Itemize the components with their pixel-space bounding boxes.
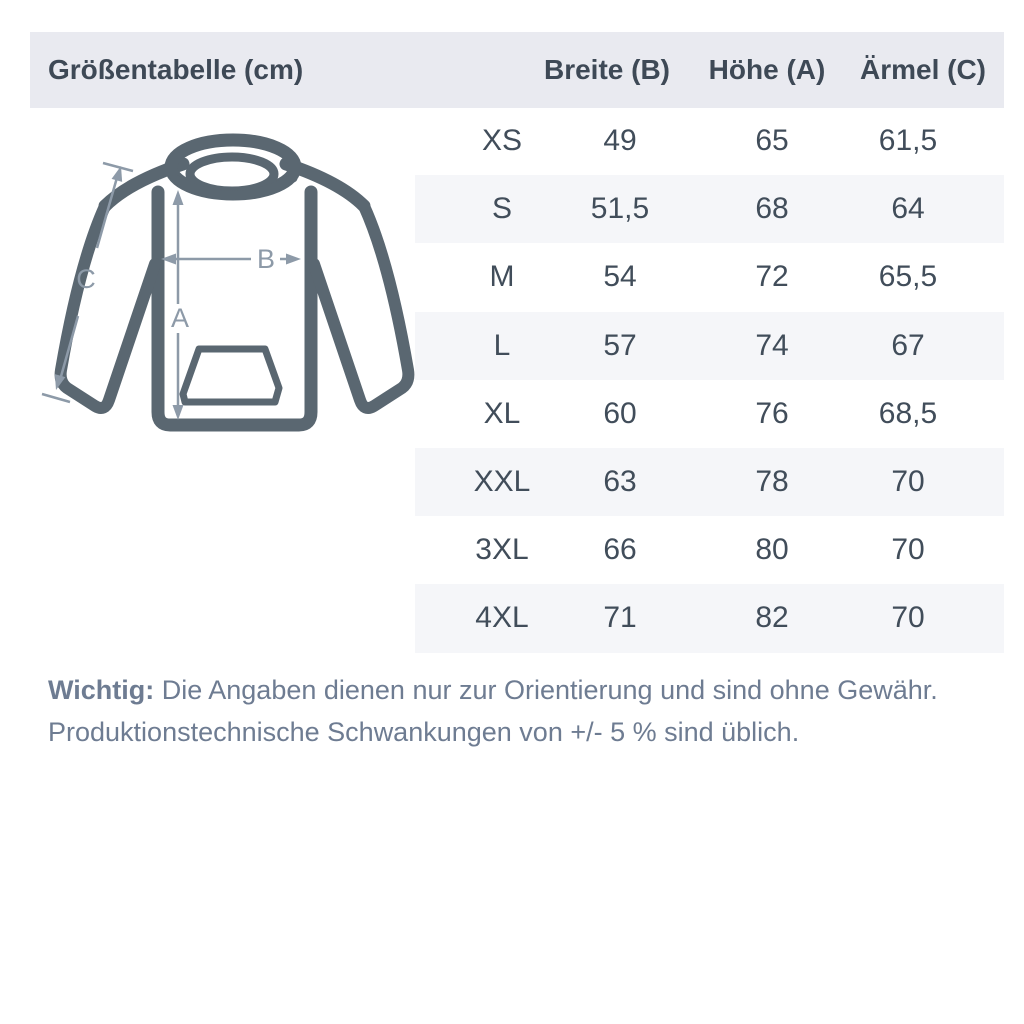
size-cell: S xyxy=(491,192,513,226)
label-a: A xyxy=(170,303,190,333)
column-header-hoehe: Höhe (A) xyxy=(708,54,826,85)
table-row xyxy=(415,312,1004,380)
hoodie-measurement-diagram xyxy=(33,122,418,462)
table-row xyxy=(415,380,1004,448)
breite-cell: 71 xyxy=(603,601,637,635)
breite-cell: 60 xyxy=(603,396,637,430)
breite-cell: 54 xyxy=(603,260,637,294)
breite-cell: 63 xyxy=(603,465,637,499)
size-table xyxy=(415,107,1004,653)
dimension-arrows xyxy=(42,163,301,420)
table-header xyxy=(30,32,1004,108)
hoodie-outline-icon xyxy=(61,140,409,425)
disclaimer-line-2: Produktionstechnische Schwankungen von +/- 5 % sind üblich. xyxy=(48,717,800,747)
hood-inner-ring xyxy=(190,157,274,191)
size-cell: L xyxy=(493,328,511,362)
page-title: Größentabelle (cm) xyxy=(48,54,304,85)
aermel-cell: 64 xyxy=(891,192,925,226)
table-row xyxy=(415,584,1004,652)
aermel-cell: 70 xyxy=(891,601,925,635)
size-cell: 3XL xyxy=(475,533,529,567)
table-row xyxy=(415,107,1004,175)
breite-cell: 51,5 xyxy=(590,192,650,226)
arrow-b xyxy=(161,254,301,265)
breite-cell: 57 xyxy=(603,328,637,362)
disclaimer-line-1 xyxy=(48,669,978,711)
aermel-cell: 67 xyxy=(891,328,925,362)
aermel-cell: 70 xyxy=(891,465,925,499)
hoodie-left-sleeve xyxy=(61,206,155,408)
hoehe-cell: 82 xyxy=(755,601,789,635)
disclaimer xyxy=(48,669,978,753)
table-row xyxy=(415,516,1004,584)
hoehe-cell: 68 xyxy=(755,192,789,226)
hoodie-pocket xyxy=(183,349,279,402)
hoehe-cell: 65 xyxy=(755,124,789,158)
label-b: B xyxy=(256,244,276,274)
hoehe-cell: 76 xyxy=(755,396,789,430)
table-row xyxy=(415,243,1004,311)
column-header-breite: Breite (B) xyxy=(543,54,671,85)
table-row xyxy=(415,448,1004,516)
label-c: C xyxy=(76,264,96,294)
hoehe-cell: 80 xyxy=(755,533,789,567)
hoehe-cell: 72 xyxy=(755,260,789,294)
disclaimer-bold-label: Wichtig: xyxy=(48,675,155,705)
hoehe-cell: 74 xyxy=(755,328,789,362)
size-cell: M xyxy=(489,260,515,294)
breite-cell: 66 xyxy=(603,533,637,567)
disclaimer-line-1-text: Die Angaben dienen nur zur Orientierung und sind ohne Gewähr. xyxy=(154,675,938,705)
column-header-aermel: Ärmel (C) xyxy=(859,54,987,85)
aermel-cell: 65,5 xyxy=(878,260,938,294)
breite-cell: 49 xyxy=(603,124,637,158)
size-cell: 4XL xyxy=(475,601,529,635)
aermel-cell: 70 xyxy=(891,533,925,567)
size-cell: XL xyxy=(483,396,521,430)
hoodie-right-sleeve xyxy=(314,206,408,408)
table-row xyxy=(415,175,1004,243)
size-cell: XXL xyxy=(473,465,531,499)
size-cell: XS xyxy=(481,124,523,158)
aermel-cell: 68,5 xyxy=(878,396,938,430)
hoehe-cell: 78 xyxy=(755,465,789,499)
aermel-cell: 61,5 xyxy=(878,124,938,158)
